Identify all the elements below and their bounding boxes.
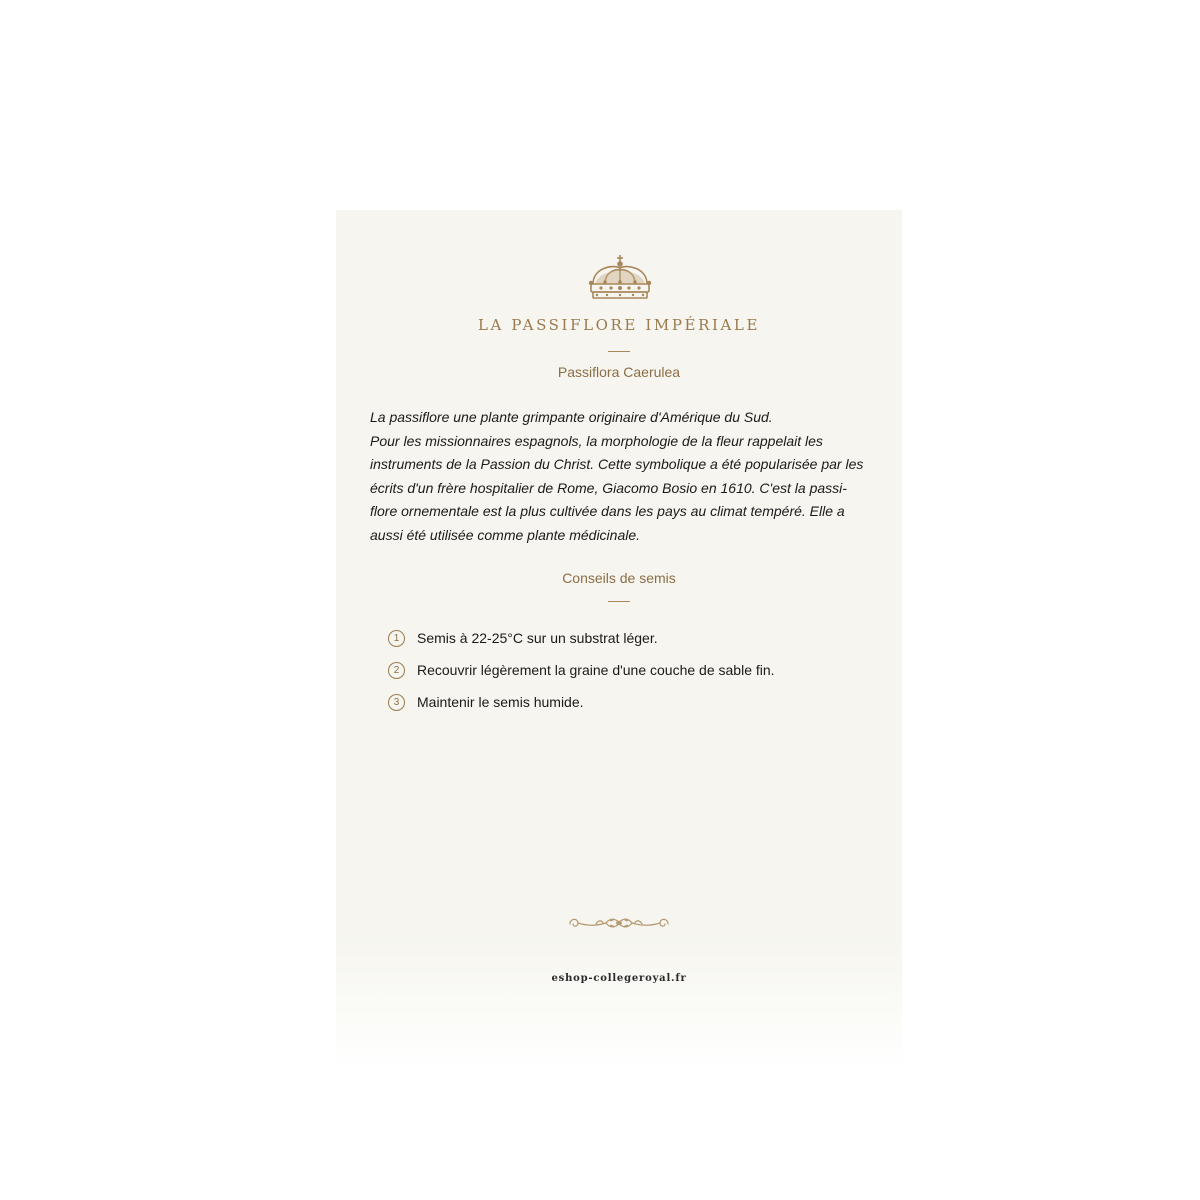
intro-paragraph [370, 406, 870, 547]
intro-line: La passiflore une plante grimpante originaire d'Amérique du Sud. [370, 409, 773, 425]
seed-card [336, 210, 902, 1070]
crown-icon [583, 254, 657, 304]
intro-line: Pour les missionnaires espagnols, la morphologie de la fleur rappelait les [370, 432, 823, 449]
sowing-steps [388, 622, 775, 718]
section-title: Conseils de semis [562, 570, 676, 586]
step-item [388, 686, 775, 718]
intro-line: flore ornementale est la plus cultivée dans les pays au climat tempéré. Elle a [370, 503, 845, 519]
section-divider [608, 601, 630, 602]
step-text: Semis à 22-25°C sur un substrat léger. [417, 630, 658, 646]
intro-line: aussi été utilisée comme plante médicinale. [370, 526, 641, 543]
intro-line: instruments de la Passion du Christ. Cette symbolique a été popularisée par les [370, 456, 864, 472]
flourish-ornament-icon [566, 912, 672, 934]
step-number-badge: 3 [388, 694, 405, 711]
step-number-badge: 2 [388, 662, 405, 679]
latin-name: Passiflora Caerulea [557, 364, 681, 380]
step-item [388, 654, 775, 686]
intro-line: écrits d'un frère hospitalier de Rome, Giacomo Bosio en 1610. C'est la passi- [370, 479, 847, 496]
footer-website: eshop-collegeroyal.fr [551, 973, 687, 984]
step-text: Maintenir le semis humide. [417, 694, 584, 710]
step-number-badge: 1 [388, 630, 405, 647]
title-divider [608, 351, 630, 352]
step-text: Recouvrir légèrement la graine d'une couche de sable fin. [417, 662, 775, 678]
card-title: LA PASSIFLORE IMPÉRIALE [477, 316, 761, 334]
step-item [388, 622, 775, 654]
